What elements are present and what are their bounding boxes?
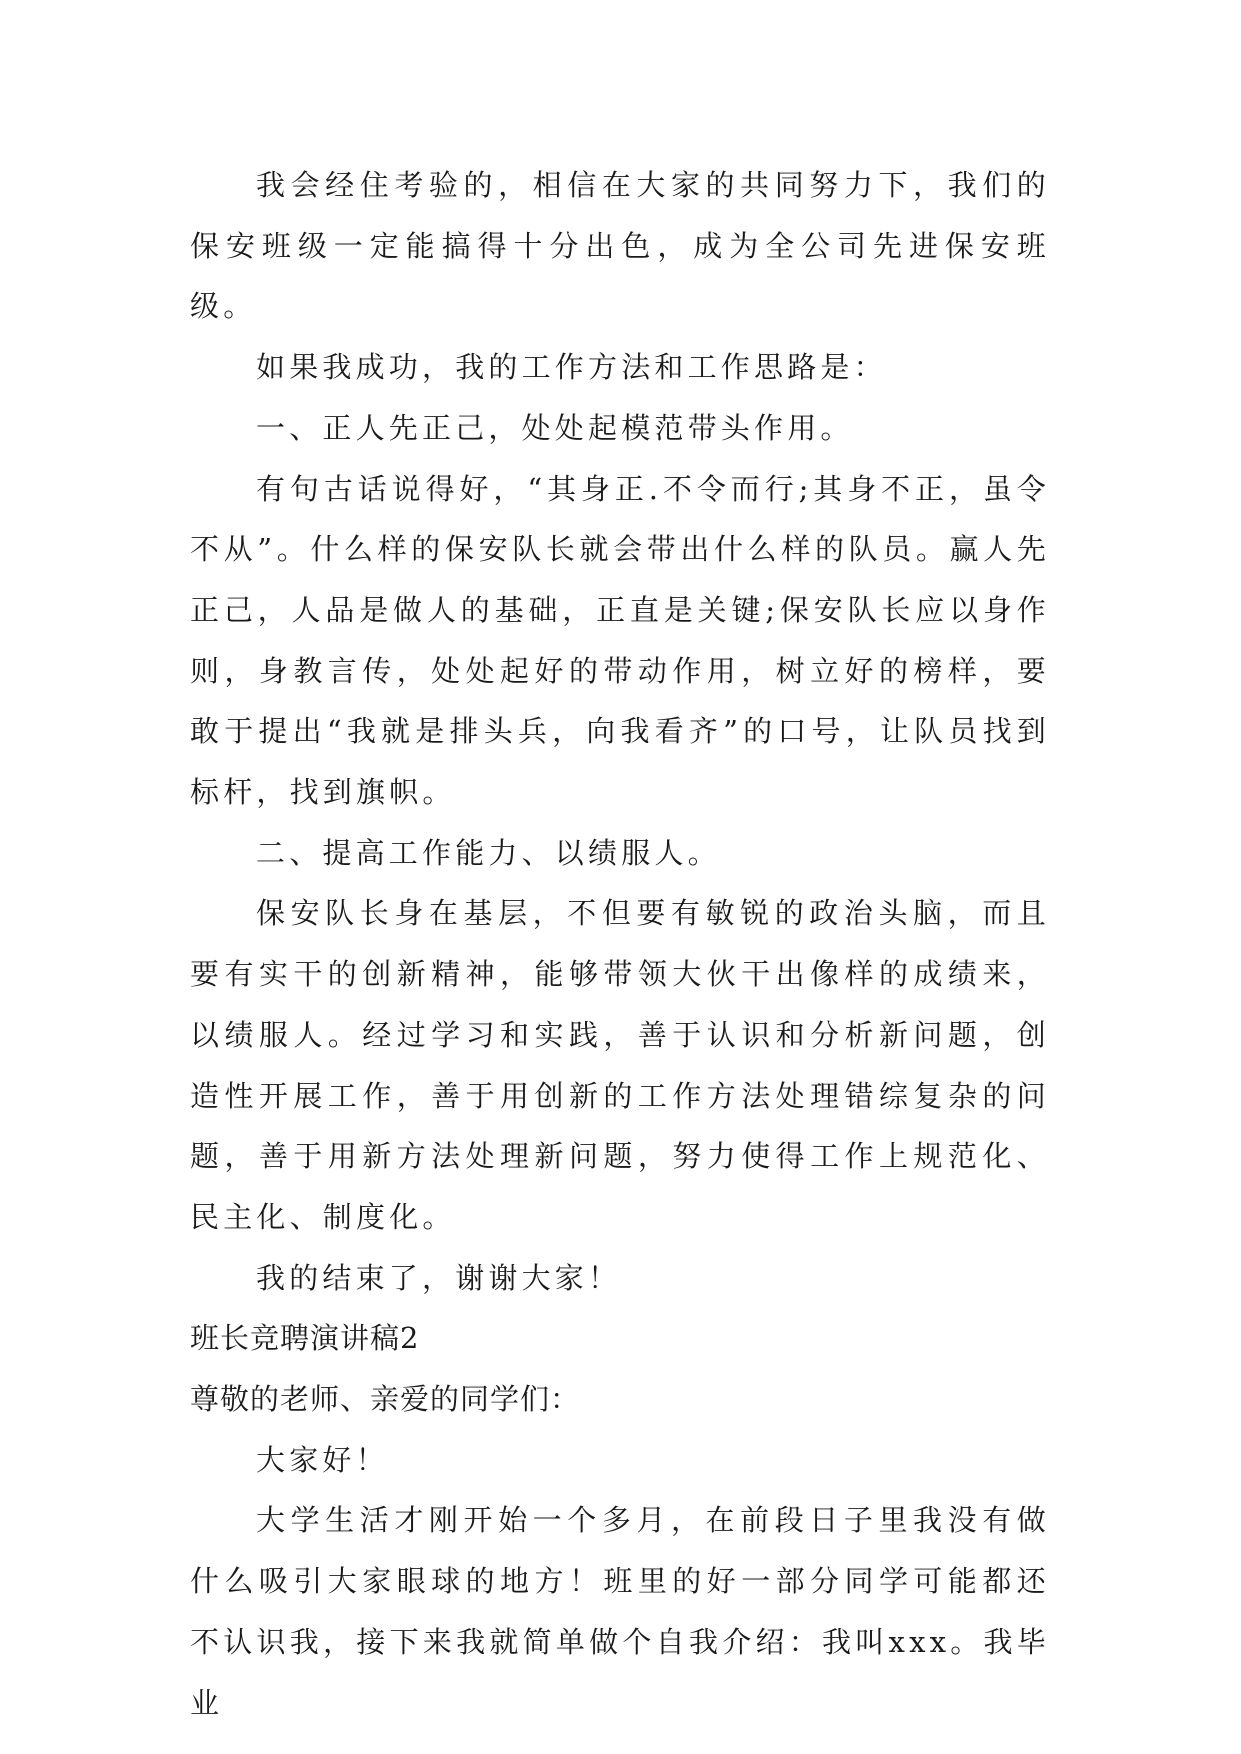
greeting: 大家好！ (256, 1442, 389, 1477)
paragraph-work-ability: 保安队长身在基层，不但要有敏锐的政治头脑，而且要有实干的创新精神，能够带领大伙干出像样的成绩来，以绩服人。经过学习和实践，善于认识和分析新问题，创造性开展工作，善于用创新的工作方法处理错综复杂的问题，善于用新方法处理新问题，努力使得工作上规范化、民主化、制度化。 (190, 896, 1050, 1234)
document-body (190, 155, 1050, 1733)
paragraph-method-intro: 如果我成功，我的工作方法和工作思路是： (256, 350, 887, 385)
paragraph-pledge: 我会经住考验的，相信在大家的共同努力下，我们的保安班级一定能搞得十分出色，成为全公司先进保安班级。 (190, 168, 1050, 324)
paragraph-self-intro: 大学生活才刚开始一个多月，在前段日子里我没有做什么吸引大家眼球的地方！班里的好一部分同学可能都还不认识我，接下来我就简单做个自我介绍：我叫xxx。我毕业 (190, 1503, 1050, 1720)
paragraph-closing: 我的结束了，谢谢大家！ (256, 1260, 622, 1295)
paragraph-lead-by-example: 有句古话说得好，“其身正.不令而行;其身不正，虽令不从”。什么样的保安队长就会带出什么样的队员。赢人先正己，人品是做人的基础，正直是关键;保安队长应以身作则，身教言传，处处起好的带动作用，树立好的榜样，要敢于提出“我就是排头兵，向我看齐”的口号，让队员找到标杆，找到旗帜。 (190, 471, 1050, 810)
section-heading-two: 二、提高工作能力、以绩服人。 (256, 835, 721, 870)
speech-title: 班长竞聘演讲稿2 (190, 1321, 420, 1356)
salutation: 尊敬的老师、亲爱的同学们： (190, 1382, 581, 1417)
section-heading-one: 一、正人先正己，处处起模范带头作用。 (256, 410, 854, 445)
